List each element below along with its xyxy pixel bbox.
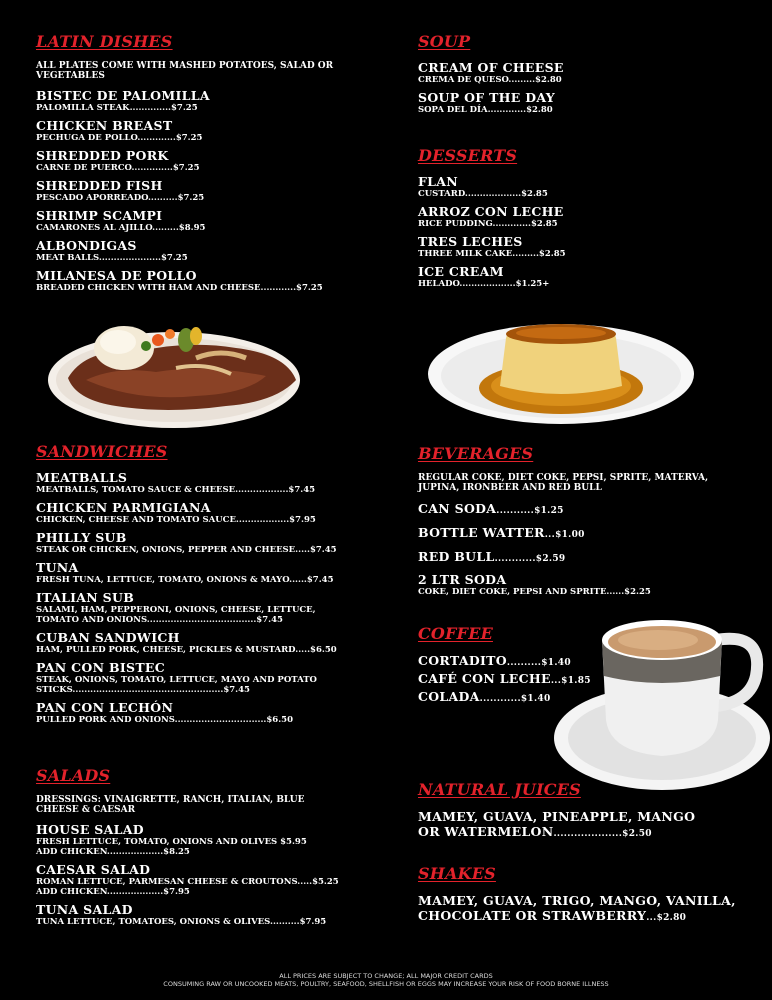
item-description: PALOMILLA STEAK..............$7.25	[36, 103, 198, 113]
menu-item	[418, 525, 748, 543]
item-dots: ............	[494, 554, 536, 564]
juices-dots: ....................	[553, 829, 623, 839]
item-name: CAN SODA	[418, 501, 497, 516]
item-description: CUSTARD...................$2.85	[418, 189, 548, 199]
menu-item	[36, 631, 366, 655]
salads-section	[36, 766, 366, 933]
item-price: $2.59	[535, 554, 566, 564]
menu-item	[36, 903, 366, 927]
item-name: PAN CON BISTEC	[36, 660, 165, 675]
menu-item	[418, 61, 748, 85]
item-description: COKE, DIET COKE, PEPSI AND SPRITE......$2.25	[418, 587, 651, 597]
menu-item	[36, 471, 366, 495]
item-name: BOTTLE WATTER	[418, 525, 545, 540]
item-description: FRESH TUNA, LETTUCE, TOMATO, ONIONS & MAYO......$7.45	[36, 575, 334, 585]
shakes-price: $2.80	[656, 913, 687, 923]
natural-juices-title: NATURAL JUICES	[418, 780, 581, 799]
menu-item	[418, 91, 748, 115]
latin-dishes-note: ALL PLATES COME WITH MASHED POTATOES, SALAD OR VEGETABLES	[36, 61, 334, 81]
salads-title: SALADS	[36, 766, 111, 785]
shakes-dots: ...	[646, 913, 657, 923]
item-dots: ............	[479, 694, 521, 704]
menu-item	[418, 265, 748, 289]
menu-item	[36, 149, 366, 173]
item-name: CUBAN SANDWICH	[36, 630, 180, 645]
beverages-title: BEVERAGES	[418, 444, 534, 463]
item-description: TUNA LETTUCE, TOMATOES, ONIONS & OLIVES..........$7.95	[36, 917, 327, 927]
menu-item	[36, 179, 366, 203]
soup-list	[418, 61, 748, 115]
item-dots: ...	[550, 676, 562, 686]
item-name: CORTADITO	[418, 653, 507, 668]
item-description: CREMA DE QUESO.........$2.80	[418, 75, 562, 85]
item-dots: ...........	[496, 506, 535, 516]
item-name: PAN CON LECHÓN	[36, 700, 174, 715]
coffee-section	[418, 624, 748, 707]
item-name: CAESAR SALAD	[36, 862, 151, 877]
item-name: SHREDDED PORK	[36, 148, 169, 163]
menu-item	[418, 573, 748, 597]
item-description: RICE PUDDING.............$2.85	[418, 219, 558, 229]
menu-item	[418, 175, 748, 199]
item-name: TUNA	[36, 560, 79, 575]
menu-item	[418, 653, 748, 671]
item-name: ALBONDIGAS	[36, 238, 137, 253]
item-description: MEAT BALLS.....................$7.25	[36, 253, 188, 263]
menu-item	[36, 863, 366, 897]
shakes-line2	[418, 908, 748, 926]
item-name: SHRIMP SCAMPI	[36, 208, 163, 223]
item-name: ICE CREAM	[418, 264, 504, 279]
item-name: TUNA SALAD	[36, 902, 133, 917]
footer-line1: ALL PRICES ARE SUBJECT TO CHANGE; ALL MAJOR CREDIT CARDS	[279, 972, 493, 980]
item-name: PHILLY SUB	[36, 530, 127, 545]
latin-dishes-section	[36, 32, 366, 299]
beverages-list	[418, 501, 748, 567]
sandwiches-list	[36, 471, 366, 725]
footer-disclaimer	[0, 972, 772, 988]
item-name: CREAM OF CHEESE	[418, 60, 564, 75]
flan-plate-image	[426, 318, 696, 428]
item-description: THREE MILK CAKE.........$2.85	[418, 249, 566, 259]
item-description: ROMAN LETTUCE, PARMESAN CHEESE & CROUTONS.....$5.25 ADD CHICKEN...................$7.95	[36, 877, 339, 897]
item-price: $1.40	[541, 658, 571, 668]
item-description: SOPA DEL DÍA.............$2.80	[418, 105, 553, 115]
item-name: CHICKEN PARMIGIANA	[36, 500, 211, 515]
item-dots: ..........	[506, 658, 542, 668]
item-description: CARNE DE PUERCO..............$7.25	[36, 163, 200, 173]
item-description: BREADED CHICKEN WITH HAM AND CHEESE............$7.25	[36, 283, 323, 293]
item-description: PULLED PORK AND ONIONS...............................$6.50	[36, 715, 293, 725]
menu-item	[36, 269, 366, 293]
salads-note: DRESSINGS: VINAIGRETTE, RANCH, ITALIAN, BLUE CHEESE & CAESAR	[36, 795, 305, 815]
item-name: 2 LTR SODA	[418, 572, 507, 587]
menu-item	[36, 89, 366, 113]
menu-item	[418, 501, 748, 519]
item-name: CHICKEN BREAST	[36, 118, 173, 133]
menu-item	[36, 561, 366, 585]
item-price: $1.40	[520, 694, 551, 704]
beverages-section	[418, 444, 748, 603]
item-description: PESCADO APORREADO..........$7.25	[36, 193, 205, 203]
coffee-list	[418, 653, 748, 707]
item-price: $1.85	[561, 676, 591, 686]
juices-price: $2.50	[622, 829, 652, 839]
desserts-section	[418, 146, 748, 295]
menu-item	[36, 209, 366, 233]
menu-item	[36, 591, 366, 625]
item-description: STEAK, ONIONS, TOMATO, LETTUCE, MAYO AND POTATO STICKS...................................................$7.45	[36, 675, 317, 695]
item-price: $1.00	[555, 530, 585, 540]
item-name: SOUP OF THE DAY	[418, 90, 556, 105]
sandwiches-title: SANDWICHES	[36, 442, 168, 461]
item-price: $1.25	[534, 506, 564, 516]
item-name: HOUSE SALAD	[36, 822, 144, 837]
latin-dishes-list	[36, 89, 366, 293]
item-dots: ...	[544, 530, 556, 540]
shakes-title: SHAKES	[418, 864, 496, 883]
menu-item	[36, 119, 366, 143]
item-name: CAFÉ CON LECHE	[418, 671, 551, 686]
soup-section	[418, 32, 748, 121]
item-name: ARROZ CON LECHE	[418, 204, 564, 219]
item-name: ITALIAN SUB	[36, 590, 135, 605]
menu-item	[418, 671, 748, 689]
item-name: MILANESA DE POLLO	[36, 268, 197, 283]
item-description: HAM, PULLED PORK, CHEESE, PICKLES & MUSTARD.....$6.50	[36, 645, 337, 655]
item-description: HELADO...................$1.25+	[418, 279, 550, 289]
desserts-title: DESSERTS	[418, 146, 518, 165]
item-name: TRES LECHES	[418, 234, 523, 249]
menu-item	[36, 501, 366, 525]
menu-item	[36, 823, 366, 857]
menu-item	[418, 549, 748, 567]
beverages-note: REGULAR COKE, DIET COKE, PEPSI, SPRITE, MATERVA, JUPINA, IRONBEER AND RED BULL	[418, 473, 709, 493]
juices-line2	[418, 824, 748, 842]
item-description: SALAMI, HAM, PEPPERONI, ONIONS, CHEESE, LETTUCE, TOMATO AND ONIONS.....................................$7.45	[36, 605, 316, 625]
item-name: BISTEC DE PALOMILLA	[36, 88, 210, 103]
item-description: MEATBALLS, TOMATO SAUCE & CHEESE..................$7.45	[36, 485, 316, 495]
item-name: SHREDDED FISH	[36, 178, 163, 193]
shakes-section	[418, 864, 748, 926]
salads-list	[36, 823, 366, 927]
item-description: PECHUGA DE POLLO.............$7.25	[36, 133, 203, 143]
item-name: MEATBALLS	[36, 470, 128, 485]
menu-item	[36, 531, 366, 555]
menu-item	[418, 689, 748, 707]
shakes-line1: MAMEY, GUAVA, TRIGO, MANGO, VANILLA,	[418, 893, 736, 908]
item-description: CAMARONES AL AJILLO.........$8.95	[36, 223, 206, 233]
item-name: COLADA	[418, 689, 480, 704]
item-description: CHICKEN, CHEESE AND TOMATO SAUCE..................$7.95	[36, 515, 316, 525]
coffee-title: COFFEE	[418, 624, 493, 643]
sandwiches-section	[36, 442, 366, 731]
steak-plate-image	[46, 318, 308, 434]
shakes-line2-text: CHOCOLATE OR STRAWBERRY	[418, 908, 647, 923]
juices-line1: MAMEY, GUAVA, PINEAPPLE, MANGO	[418, 809, 696, 824]
item-description: STEAK OR CHICKEN, ONIONS, PEPPER AND CHEESE.....$7.45	[36, 545, 337, 555]
footer-line2: CONSUMING RAW OR UNCOOKED MEATS, POULTRY, SEAFOOD, SHELLFISH OR EGGS MAY INCREASE YOUR RISK OF FOOD BORNE ILLNESS	[163, 980, 609, 988]
item-name: RED BULL	[418, 549, 495, 564]
natural-juices-section	[418, 780, 748, 842]
juices-line2-text: OR WATERMELON	[418, 824, 554, 839]
menu-item	[36, 239, 366, 263]
desserts-list	[418, 175, 748, 289]
menu-item	[36, 661, 366, 695]
item-description: FRESH LETTUCE, TOMATO, ONIONS AND OLIVES $5.95 ADD CHICKEN...................$8.25	[36, 837, 307, 857]
menu-item	[36, 701, 366, 725]
soup-title: SOUP	[418, 32, 471, 51]
latin-dishes-title: LATIN DISHES	[36, 32, 173, 51]
menu-item	[418, 205, 748, 229]
menu-item	[418, 235, 748, 259]
item-name: FLAN	[418, 174, 458, 189]
